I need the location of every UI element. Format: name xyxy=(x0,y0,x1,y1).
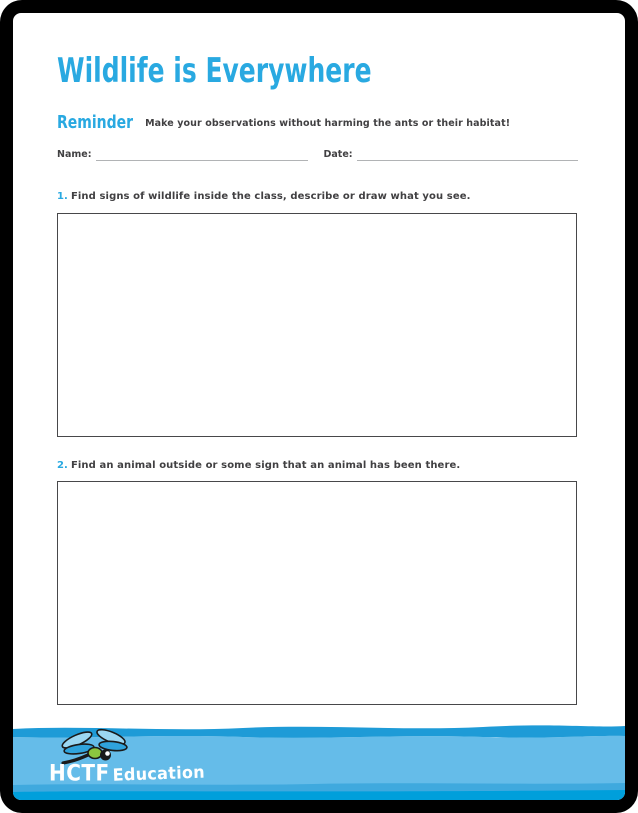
date-input-line[interactable] xyxy=(357,150,578,161)
brand-hctf-label: HCTF xyxy=(49,759,110,786)
name-label: Name: xyxy=(57,149,92,160)
question-1-number: 1. xyxy=(57,191,68,202)
name-input-line[interactable] xyxy=(96,150,308,161)
question-2-text: Find an animal outside or some sign that an animal has been there. xyxy=(70,460,461,471)
answer-box-2[interactable] xyxy=(57,481,577,705)
question-2-number: 2. xyxy=(57,460,68,471)
footer-brand xyxy=(49,759,205,786)
reminder-text: Make your observations without harming the ants or their habitat! xyxy=(145,117,511,129)
question-2 xyxy=(57,460,460,471)
footer-band xyxy=(13,722,625,800)
name-date-row xyxy=(57,149,578,161)
date-label: Date: xyxy=(323,149,353,160)
question-1 xyxy=(57,191,471,202)
worksheet-page xyxy=(13,13,625,800)
question-1-text: Find signs of wildlife inside the class, describe or draw what you see. xyxy=(70,191,471,202)
page-title: Wildlife is Everywhere xyxy=(57,51,372,91)
reminder-row xyxy=(57,115,587,131)
reminder-label: Reminder xyxy=(57,113,134,133)
answer-box-1[interactable] xyxy=(57,213,577,437)
brand-education-label: Education xyxy=(112,761,205,785)
